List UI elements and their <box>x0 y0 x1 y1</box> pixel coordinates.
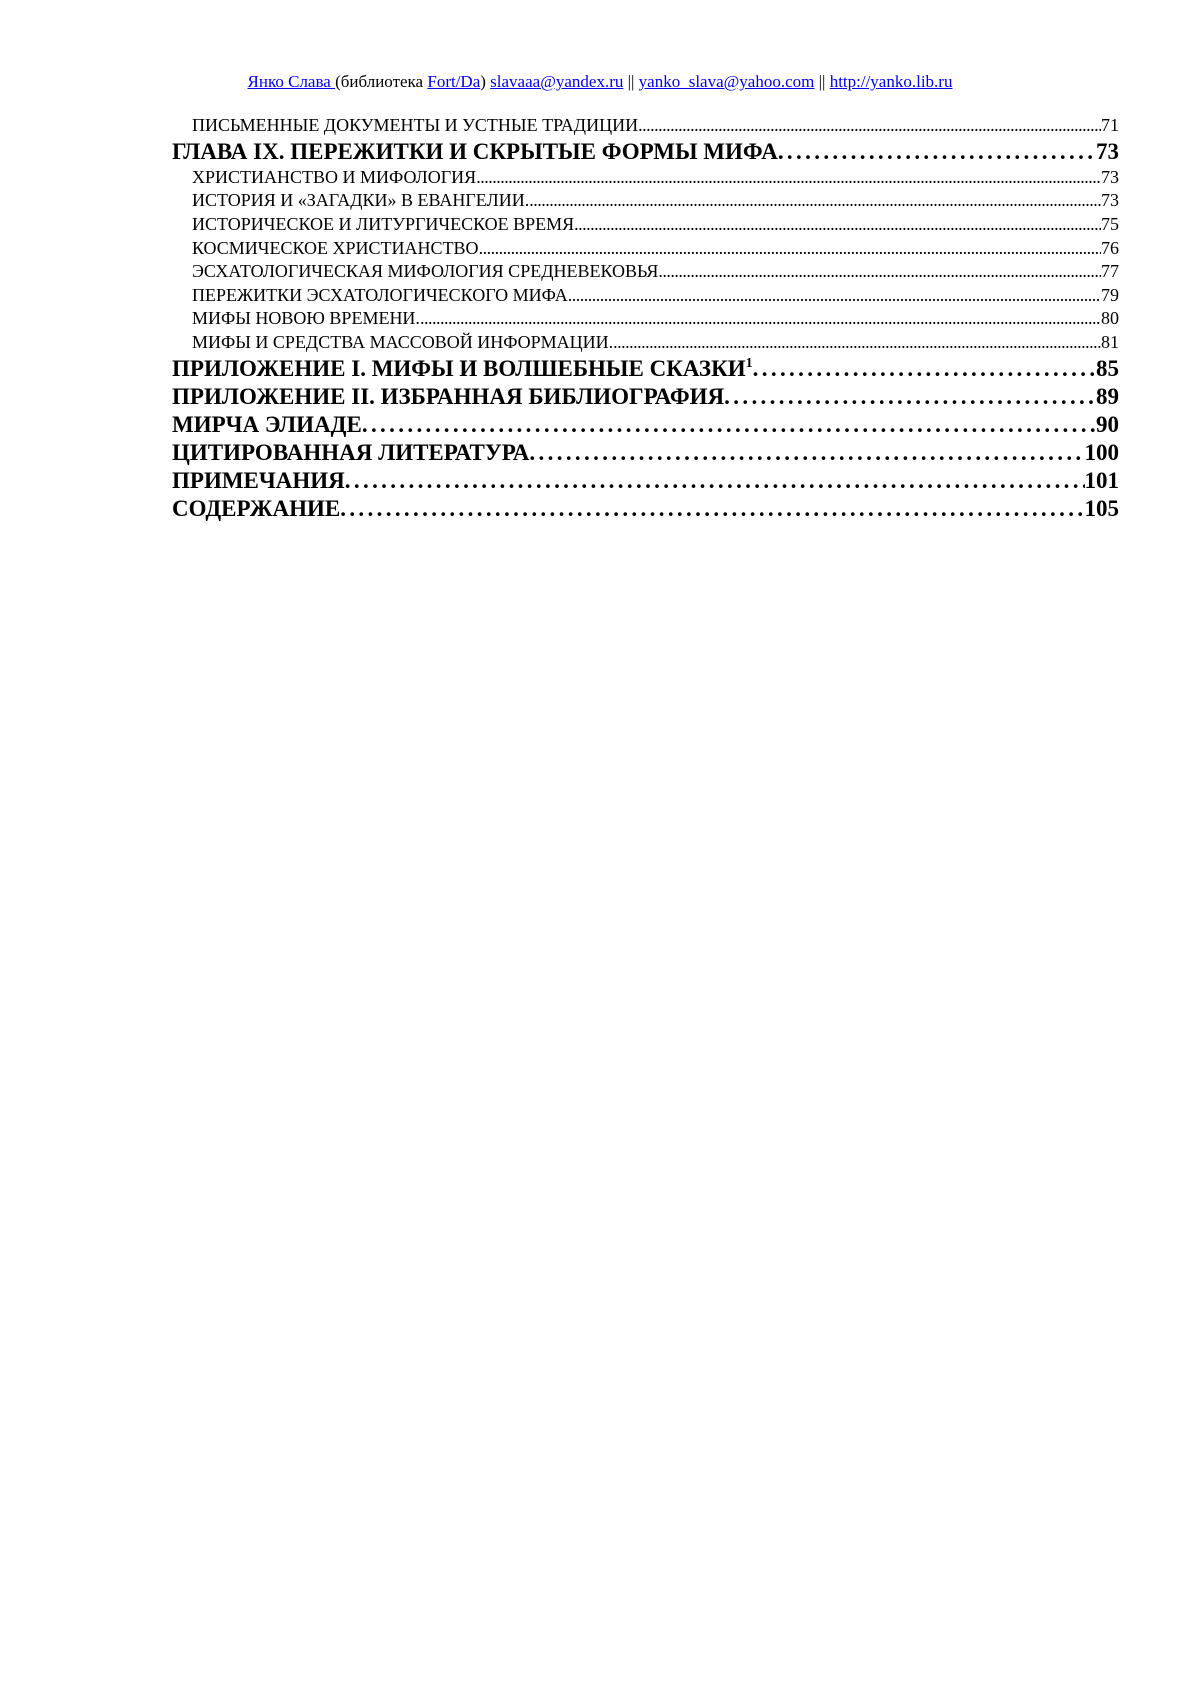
dot-leader <box>613 331 1101 355</box>
dot-leader <box>724 383 1096 411</box>
dot-leader <box>476 166 1101 190</box>
page-header <box>0 72 1200 92</box>
toc-entry-title-text: ПРИЛОЖЕНИЕ I. МИФЫ И ВОЛШЕБНЫЕ СКАЗКИ <box>172 355 746 381</box>
dot-leader <box>345 467 1085 495</box>
dot-leader <box>529 189 1101 213</box>
toc-entry-title <box>192 166 476 190</box>
toc-entry-title-text: КОСМИЧЕСКОЕ ХРИСТИАНСТВО <box>192 237 479 258</box>
toc-page-number: 71 <box>1101 115 1119 135</box>
toc-entry-title-text: МИФЫ НОВОЮ ВРЕМЕНИ. <box>192 308 420 329</box>
toc-entry-title-text: ИСТОРИЧЕСКОЕ И ЛИТУРГИЧЕСКОЕ ВРЕМЯ <box>192 213 575 234</box>
toc-entry-title-text: ПРИЛОЖЕНИЕ II. ИЗБРАННАЯ БИБЛИОГРАФИЯ <box>172 383 725 409</box>
toc-page-number: 76 <box>1101 237 1119 258</box>
table-of-contents <box>172 114 1119 524</box>
toc-chapter-entry[interactable] <box>172 411 1119 439</box>
toc-page-number: 101 <box>1084 468 1119 494</box>
dot-leader <box>658 260 1101 284</box>
toc-entry-title-text: ПЕРЕЖИТКИ ЭСХАТОЛОГИЧЕСКОГО МИФА <box>192 284 568 305</box>
toc-entry-title <box>192 189 529 213</box>
toc-section-entry[interactable] <box>172 114 1119 138</box>
toc-entry-title <box>192 307 420 331</box>
dot-leader <box>638 114 1101 138</box>
toc-entry-title-text: МИФЫ И СРЕДСТВА МАССОВОЙ ИНФОРМАЦИИ. <box>192 331 614 352</box>
toc-entry-title <box>192 114 638 138</box>
dot-leader <box>753 355 1096 383</box>
toc-section-entry[interactable] <box>172 237 1119 261</box>
site-link[interactable]: http://yanko.lib.ru <box>829 72 953 91</box>
library-prefix: (библиотека <box>335 72 428 91</box>
dot-leader <box>778 138 1096 166</box>
toc-entry-title <box>172 355 753 383</box>
toc-entry-title <box>172 383 724 411</box>
toc-entry-title <box>192 284 568 308</box>
toc-page-number: 73 <box>1101 190 1119 211</box>
toc-page-number: 105 <box>1084 496 1119 522</box>
toc-entry-title <box>192 260 658 284</box>
toc-entry-title-text: ИСТОРИЯ И «ЗАГАДКИ» В ЕВАНГЕЛИИ. <box>192 190 530 211</box>
toc-chapter-entry[interactable] <box>172 495 1119 523</box>
footnote-marker[interactable]: 1 <box>745 355 753 371</box>
toc-chapter-entry[interactable] <box>172 355 1119 383</box>
toc-entry-title-text: ПРИМЕЧАНИЯ <box>172 468 345 494</box>
toc-entry-title <box>192 237 479 261</box>
toc-entry-title <box>172 439 529 467</box>
toc-entry-title-text: СОДЕРЖАНИЕ <box>172 496 341 522</box>
toc-entry-title <box>192 213 574 237</box>
toc-entry-title <box>172 495 340 523</box>
library-link[interactable]: Fort/Da <box>427 72 481 91</box>
toc-entry-title-text: ЦИТИРОВАННАЯ ЛИТЕРАТУРА <box>172 440 530 466</box>
toc-page-number: 100 <box>1084 440 1119 466</box>
toc-entry-title <box>172 467 345 495</box>
header-separator: || <box>623 72 639 91</box>
toc-chapter-entry[interactable] <box>172 383 1119 411</box>
toc-chapter-entry[interactable] <box>172 138 1119 166</box>
toc-entry-title-text: ХРИСТИАНСТВО И МИФОЛОГИЯ <box>192 166 477 187</box>
toc-section-entry[interactable] <box>172 331 1119 355</box>
dot-leader <box>479 237 1101 261</box>
dot-leader <box>420 307 1101 331</box>
toc-page-number: 79 <box>1101 284 1119 305</box>
toc-entry-title-text: ЭСХАТОЛОГИЧЕСКАЯ МИФОЛОГИЯ СРЕДНЕВЕКОВЬЯ <box>192 261 659 282</box>
dot-leader <box>574 213 1101 237</box>
toc-page-number: 75 <box>1101 213 1119 234</box>
email-yandex-link[interactable]: slavaaa@yandex.ru <box>490 72 624 91</box>
toc-section-entry[interactable] <box>172 189 1119 213</box>
library-suffix: ) <box>480 72 486 91</box>
toc-page-number: 89 <box>1096 383 1119 409</box>
author-link[interactable]: Янко Слава <box>247 72 336 91</box>
dot-leader <box>340 495 1084 523</box>
toc-section-entry[interactable] <box>172 166 1119 190</box>
dot-leader <box>568 284 1101 308</box>
toc-page-number: 73 <box>1101 166 1119 187</box>
header-separator: || <box>814 72 830 91</box>
toc-chapter-entry[interactable] <box>172 467 1119 495</box>
toc-page-number: 77 <box>1101 261 1119 282</box>
toc-entry-title <box>172 411 362 439</box>
toc-entry-title <box>192 331 613 355</box>
toc-section-entry[interactable] <box>172 307 1119 331</box>
toc-entry-title-text: ПИСЬМЕННЫЕ ДОКУМЕНТЫ И УСТНЫЕ ТРАДИЦИИ <box>192 115 639 135</box>
toc-page-number: 81 <box>1101 331 1119 352</box>
toc-section-entry[interactable] <box>172 260 1119 284</box>
toc-entry-title-text: МИРЧА ЭЛИАДЕ <box>172 411 362 437</box>
email-yahoo-link[interactable]: yanko_slava@yahoo.com <box>638 72 815 91</box>
dot-leader <box>529 439 1084 467</box>
toc-entry-title-text: ГЛАВА IX. ПЕРЕЖИТКИ И СКРЫТЫЕ ФОРМЫ МИФА <box>172 138 778 164</box>
toc-page-number: 85 <box>1096 355 1119 381</box>
toc-section-entry[interactable] <box>172 213 1119 237</box>
toc-chapter-entry[interactable] <box>172 439 1119 467</box>
toc-page-number: 80 <box>1101 308 1119 329</box>
toc-page-number: 90 <box>1096 411 1119 437</box>
toc-page-number: 73 <box>1096 138 1119 164</box>
toc-entry-title <box>172 138 778 166</box>
toc-section-entry[interactable] <box>172 284 1119 308</box>
dot-leader <box>362 411 1096 439</box>
